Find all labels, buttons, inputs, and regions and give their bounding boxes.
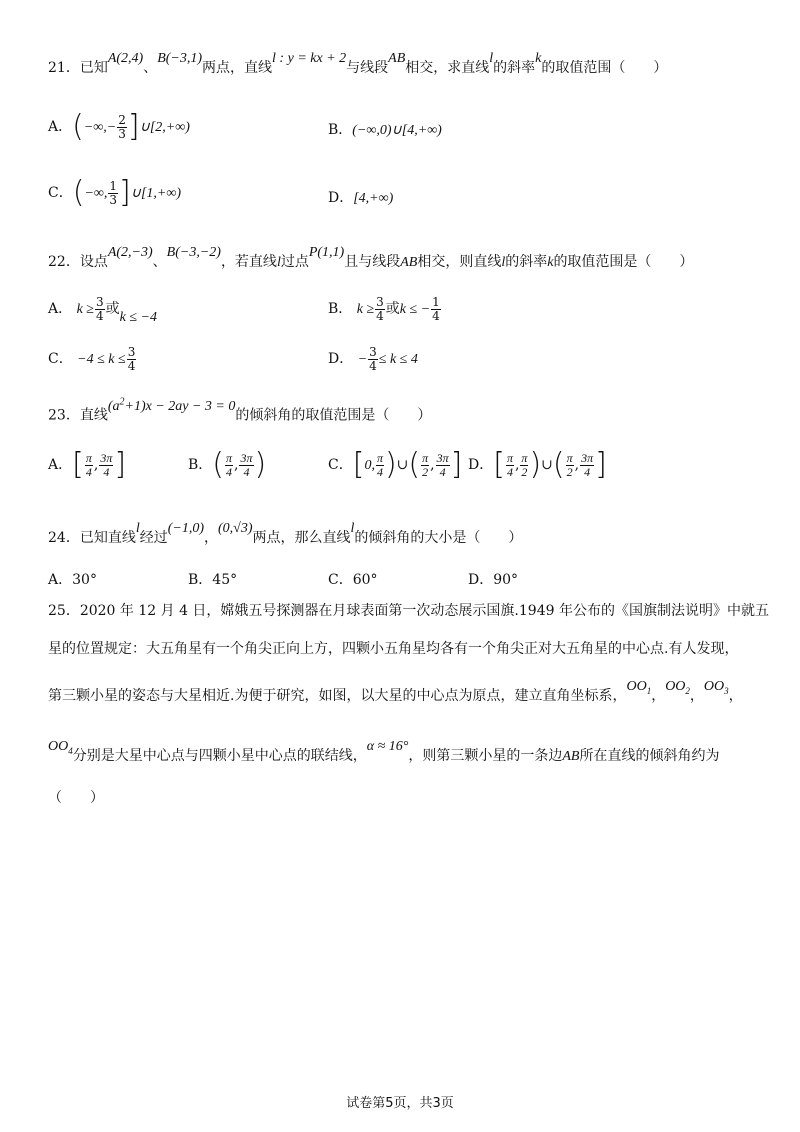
option-label: A． bbox=[48, 119, 73, 135]
q22-point-a: A(2,−3) bbox=[107, 245, 153, 260]
q21-option-b[interactable] bbox=[328, 122, 442, 140]
q21-mid4: 的斜率 bbox=[493, 60, 536, 76]
q23-tail: 的倾斜角的取值范围是（ ） bbox=[235, 407, 432, 424]
q21-seg: AB bbox=[388, 51, 406, 66]
option-label: B． bbox=[328, 122, 353, 138]
q21-option-a[interactable] bbox=[48, 109, 190, 144]
paren-open-icon: ( bbox=[408, 447, 421, 482]
fraction-denominator: 4 bbox=[376, 464, 383, 479]
q25-line4b: ，则第三颗小星的一条边 bbox=[408, 748, 563, 764]
question-23-stem bbox=[48, 396, 432, 425]
q24-mid2: 两点，那么直线 bbox=[252, 530, 351, 546]
q21-mid1: 两点，直线 bbox=[202, 60, 273, 76]
option-math: −∞, bbox=[84, 186, 108, 201]
fraction-numerator: 1 bbox=[109, 178, 118, 193]
fraction-numerator: π bbox=[521, 450, 528, 465]
q25-oo3 bbox=[704, 679, 729, 694]
fraction bbox=[375, 296, 385, 322]
q22-option-d[interactable] bbox=[328, 346, 418, 372]
bracket-close-icon: ] bbox=[450, 447, 463, 482]
option-label: B． bbox=[188, 457, 213, 473]
comma: , bbox=[93, 457, 99, 473]
q25-line2: 星的位置规定：大五角星有一个角尖正向上方，四颗小五角星均各有一个角尖正对大五角星的中心点.有人发现， bbox=[48, 641, 739, 657]
fraction-numerator: π bbox=[566, 450, 573, 465]
q23-equation bbox=[107, 396, 236, 414]
q24-option-d[interactable] bbox=[468, 572, 518, 589]
option-math: ∪[1,+∞) bbox=[130, 186, 182, 201]
bracket-close-icon: ] bbox=[595, 447, 607, 482]
option-value: 45° bbox=[212, 572, 238, 588]
q22-mid1: ，若直线 bbox=[220, 254, 277, 270]
q22-sep: 、 bbox=[152, 254, 167, 270]
q24-tail: 的倾斜角的大小是（ ） bbox=[354, 530, 523, 546]
fraction-numerator: π bbox=[422, 450, 429, 465]
q22-seg: AB bbox=[400, 255, 418, 270]
option-label: A． bbox=[48, 572, 73, 588]
fraction bbox=[85, 452, 93, 478]
fraction bbox=[431, 296, 441, 322]
fraction-numerator: 3π bbox=[240, 450, 253, 465]
option-math: −4 ≤ k ≤ bbox=[77, 352, 126, 368]
q24-mid1: 经过 bbox=[139, 530, 168, 546]
q21-option-d[interactable] bbox=[328, 190, 393, 208]
q22-tail: 的取值范围是（ ） bbox=[553, 254, 694, 270]
option-math: k ≤ −4 bbox=[119, 310, 157, 326]
q21-tail: 的取值范围（ ） bbox=[541, 60, 668, 76]
option-label: C． bbox=[328, 572, 353, 588]
fraction bbox=[99, 452, 113, 478]
question-25-line-1 bbox=[48, 603, 769, 620]
q25-number: 25． bbox=[48, 603, 80, 619]
q23-number: 23． bbox=[48, 407, 80, 424]
option-or: 或 bbox=[105, 301, 120, 318]
fraction-numerator: 3π bbox=[581, 450, 594, 465]
fraction-denominator: 2 bbox=[521, 464, 528, 479]
comma: , bbox=[574, 457, 580, 473]
q24-point-2: (0,√3) bbox=[218, 521, 253, 536]
fraction bbox=[117, 114, 127, 140]
bracket-close-icon: ] bbox=[127, 109, 140, 144]
fraction bbox=[566, 452, 574, 478]
fraction-denominator: 4 bbox=[95, 308, 104, 323]
q24-point-1: (−1,0) bbox=[167, 521, 204, 536]
option-value: 90° bbox=[493, 572, 519, 588]
fraction-denominator: 4 bbox=[584, 464, 591, 479]
comma: , bbox=[430, 457, 435, 473]
option-or: 或 bbox=[385, 301, 400, 318]
q21-line-eq: l : y = kx + 2 bbox=[272, 51, 347, 66]
q23-eq-sup: 2 bbox=[119, 396, 125, 407]
page-footer: 试卷第5页，共3页 bbox=[346, 1096, 454, 1111]
q25-line4: 分别是大星中心点与四颗小星中心点的联结线， bbox=[72, 748, 367, 764]
fraction-numerator: 1 bbox=[432, 295, 440, 309]
fraction-numerator: π bbox=[376, 450, 383, 465]
question-25-line-5 bbox=[48, 790, 104, 807]
oo-sub: 3 bbox=[724, 685, 729, 696]
q23-eq-a: (a bbox=[107, 398, 120, 414]
fraction-denominator: 4 bbox=[226, 464, 233, 479]
fraction-numerator: 3 bbox=[369, 345, 377, 359]
option-math: k ≤ − bbox=[399, 302, 431, 318]
fraction-numerator: 3 bbox=[376, 295, 384, 309]
q25-oo4 bbox=[48, 739, 73, 754]
q22-l2: l bbox=[501, 255, 506, 270]
q25-line5: （ ） bbox=[48, 790, 104, 806]
fraction-denominator: 3 bbox=[118, 126, 126, 141]
q21-point-b: B(−3,1) bbox=[157, 51, 203, 66]
fraction-denominator: 4 bbox=[432, 308, 440, 323]
option-math: ≤ k ≤ 4 bbox=[378, 352, 418, 368]
fraction-denominator: 3 bbox=[109, 192, 118, 207]
fraction bbox=[95, 296, 105, 322]
q23-option-c[interactable] bbox=[328, 447, 463, 482]
fraction bbox=[436, 452, 450, 478]
paren-close-icon: ) bbox=[384, 447, 397, 482]
q21-k: k bbox=[535, 51, 542, 66]
q23-option-d[interactable] bbox=[468, 447, 607, 482]
q24-l2: l bbox=[350, 521, 355, 536]
question-25-line-4 bbox=[48, 739, 720, 767]
q25-oo2 bbox=[665, 679, 690, 694]
q23-option-b[interactable] bbox=[188, 447, 267, 482]
q22-option-a[interactable] bbox=[48, 295, 157, 326]
q22-option-c[interactable] bbox=[48, 346, 137, 372]
fraction-denominator: 4 bbox=[376, 308, 384, 323]
oo-sub: 4 bbox=[68, 745, 73, 756]
fraction-numerator: 3π bbox=[436, 450, 449, 465]
q21-point-a: A(2,4) bbox=[107, 51, 144, 66]
paren-close-icon: ) bbox=[529, 447, 542, 482]
option-math: k ≥ bbox=[356, 302, 375, 318]
q24-option-b[interactable] bbox=[188, 572, 237, 589]
q22-option-b[interactable] bbox=[328, 296, 442, 322]
union-icon: ∪ bbox=[396, 457, 409, 473]
comma: , bbox=[234, 457, 239, 473]
q21-sep: 、 bbox=[143, 60, 158, 76]
fraction-denominator: 4 bbox=[243, 464, 250, 479]
fraction bbox=[580, 452, 594, 478]
q21-mid3: 相交，求直线 bbox=[405, 60, 490, 76]
q21-mid2: 与线段 bbox=[346, 60, 389, 76]
q22-mid4: 相交，则直线 bbox=[417, 254, 502, 270]
bracket-close-icon: ] bbox=[114, 447, 127, 482]
q25-line3: 第三颗小星的姿态与大星相近.为便于研究，如图，以大星的中心点为原点，建立直角坐标系， bbox=[48, 688, 627, 704]
q24-option-a[interactable] bbox=[48, 572, 97, 589]
paren-open-icon: ( bbox=[552, 447, 565, 482]
q24-sep: ， bbox=[204, 530, 218, 546]
q24-number: 24． bbox=[48, 530, 80, 546]
fraction bbox=[520, 452, 528, 478]
q22-l1: l bbox=[276, 255, 281, 270]
union-icon: ∪ bbox=[541, 457, 553, 473]
oo-sub: 2 bbox=[685, 685, 690, 696]
oo-sub: 1 bbox=[646, 685, 652, 696]
option-value: 30° bbox=[72, 572, 97, 588]
option-label: D． bbox=[468, 457, 494, 473]
option-label: D． bbox=[468, 572, 494, 588]
option-math: −∞,− bbox=[83, 120, 117, 135]
fraction bbox=[421, 452, 429, 478]
q22-point-p: P(1,1) bbox=[308, 245, 345, 260]
fraction-numerator: π bbox=[506, 450, 513, 465]
q25-oo1 bbox=[626, 679, 651, 694]
option-math: k ≥ bbox=[76, 302, 94, 318]
comma: ， bbox=[689, 688, 704, 704]
option-label: C． bbox=[48, 351, 73, 368]
fraction bbox=[506, 452, 514, 478]
paren-open-icon: ( bbox=[72, 175, 85, 210]
oo-label: OO bbox=[665, 679, 686, 694]
fraction bbox=[225, 452, 233, 478]
oo-label: OO bbox=[703, 679, 725, 694]
oo-label: OO bbox=[48, 739, 69, 754]
fraction-numerator: π bbox=[85, 450, 92, 465]
q22-k: k bbox=[547, 255, 554, 270]
q21-option-c[interactable] bbox=[48, 175, 182, 210]
fraction-numerator: 3 bbox=[95, 295, 104, 309]
q22-mid5: 的斜率 bbox=[505, 254, 548, 270]
option-label: B． bbox=[328, 301, 353, 318]
option-math: (−∞,0)∪[4,+∞) bbox=[352, 123, 442, 138]
question-24-stem bbox=[48, 521, 523, 548]
paren-open-icon: ( bbox=[72, 109, 84, 144]
q23-option-a[interactable] bbox=[48, 447, 127, 482]
option-label: C． bbox=[48, 185, 73, 201]
q23-eq-b: +1)x − 2ay − 3 = 0 bbox=[124, 398, 236, 414]
comma: ， bbox=[651, 688, 666, 704]
fraction-numerator: 3 bbox=[127, 345, 136, 359]
fraction-denominator: 4 bbox=[369, 358, 377, 373]
q25-alpha: α ≈ 16° bbox=[366, 739, 409, 754]
fraction-denominator: 4 bbox=[85, 464, 92, 479]
question-25-line-3 bbox=[48, 679, 743, 707]
q21-l: l bbox=[489, 51, 494, 66]
fraction bbox=[239, 452, 253, 478]
fraction bbox=[376, 452, 384, 478]
fraction-denominator: 4 bbox=[439, 464, 446, 479]
q24-l1: l bbox=[135, 521, 140, 536]
option-math: [4,+∞) bbox=[353, 191, 394, 206]
paren-close-icon: ) bbox=[254, 447, 267, 482]
option-label: D． bbox=[328, 190, 354, 206]
q21-pre: 已知 bbox=[79, 60, 108, 76]
question-22-stem bbox=[48, 245, 694, 272]
comma: , bbox=[514, 457, 520, 473]
fraction bbox=[368, 346, 378, 372]
q25-seg: AB bbox=[562, 749, 580, 764]
comma: ， bbox=[728, 688, 743, 704]
fraction-denominator: 4 bbox=[127, 358, 136, 373]
fraction-numerator: 3π bbox=[100, 450, 113, 465]
bracket-close-icon: ] bbox=[119, 175, 131, 210]
fraction-denominator: 2 bbox=[566, 464, 573, 479]
option-value: 60° bbox=[352, 572, 378, 588]
option-label: C． bbox=[328, 457, 353, 473]
q22-point-b: B(−3,−2) bbox=[166, 245, 221, 260]
fraction-denominator: 4 bbox=[506, 464, 513, 479]
fraction bbox=[127, 346, 137, 372]
option-math: − bbox=[357, 352, 368, 368]
fraction-numerator: π bbox=[226, 450, 233, 465]
q22-mid2: 过点 bbox=[280, 254, 309, 270]
option-label: B． bbox=[188, 572, 213, 588]
q25-line1: 2020 年 12 月 4 日，嫦娥五号探测器在月球表面第一次动态展示国旗.1949 年公布的《国旗制法说明》中就五 bbox=[79, 603, 769, 619]
q21-number: 21． bbox=[48, 60, 80, 76]
question-21-stem bbox=[48, 51, 668, 78]
q22-number: 22． bbox=[48, 254, 80, 270]
fraction-denominator: 4 bbox=[103, 464, 110, 479]
option-label: A． bbox=[48, 457, 73, 473]
question-25-line-2 bbox=[48, 641, 738, 658]
q24-option-c[interactable] bbox=[328, 572, 378, 589]
q22-mid3: 且与线段 bbox=[344, 254, 401, 270]
oo-label: OO bbox=[626, 679, 647, 694]
fraction-denominator: 2 bbox=[422, 464, 429, 479]
q25-line4c: 所在直线的倾斜角约为 bbox=[579, 748, 720, 764]
paren-open-icon: ( bbox=[212, 447, 225, 482]
option-math: ∪[2,+∞) bbox=[139, 120, 190, 135]
bracket-open-icon: [ bbox=[72, 447, 84, 482]
bracket-open-icon: [ bbox=[352, 447, 365, 482]
q24-pre: 已知直线 bbox=[79, 530, 136, 546]
bracket-open-icon: [ bbox=[493, 447, 505, 482]
fraction bbox=[108, 180, 118, 206]
option-label: D． bbox=[328, 351, 354, 368]
fraction-numerator: 2 bbox=[118, 112, 126, 127]
q22-pre: 设点 bbox=[79, 254, 108, 270]
option-label: A． bbox=[48, 301, 73, 318]
q23-pre: 直线 bbox=[79, 407, 108, 424]
option-math: 0, bbox=[364, 458, 375, 473]
